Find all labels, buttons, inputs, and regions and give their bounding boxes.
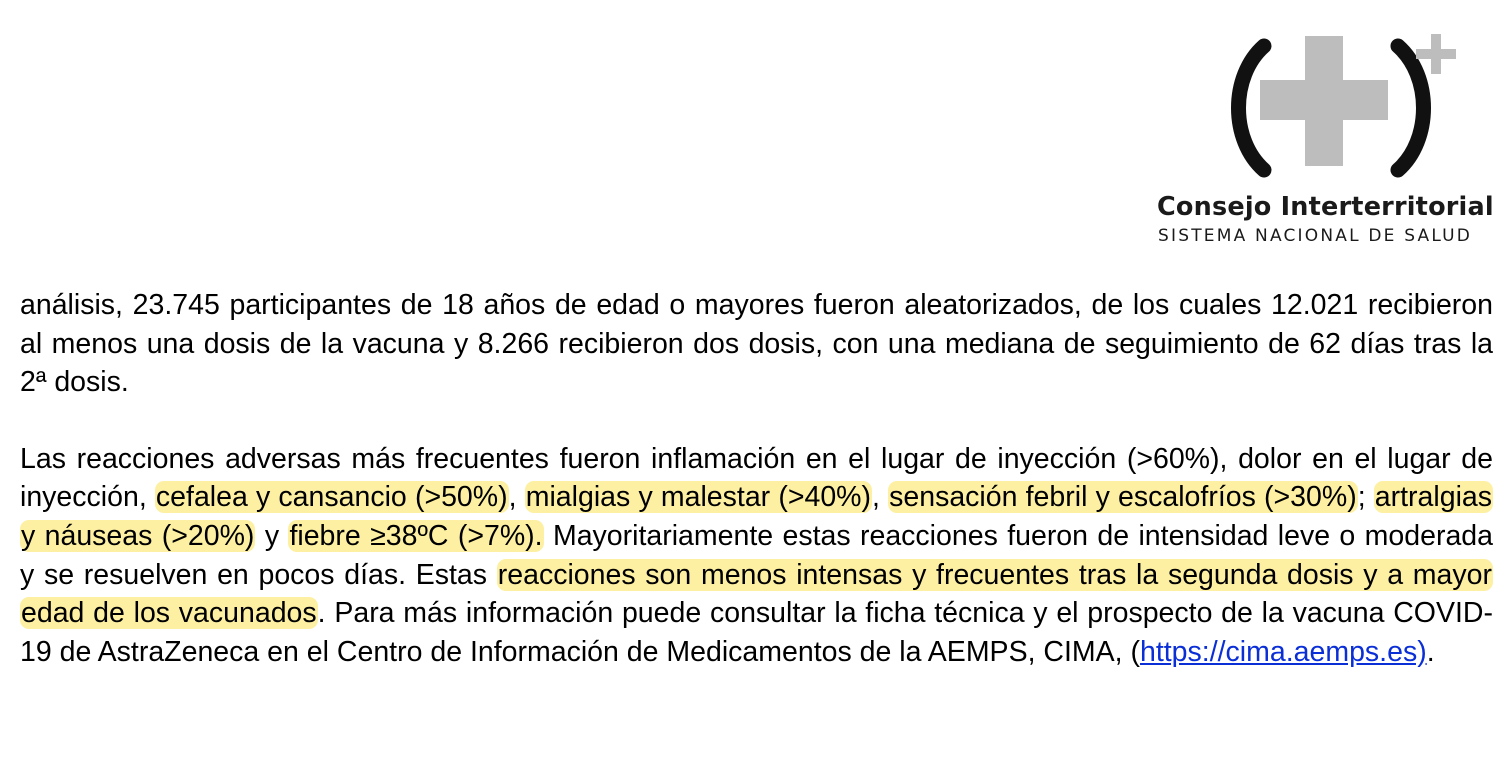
highlight-cefalea: cefalea y cansancio (>50%) [155,481,508,514]
logo-subtitle: SISTEMA NACIONAL DE SALUD [1158,226,1473,246]
text-segment: . [1426,635,1435,668]
text-segment: , [508,481,525,514]
text-segment: y [255,519,289,552]
consejo-interterritorial-logo [1150,28,1495,258]
document-body [20,286,1493,671]
text-segment: Mayoritariamente estas reacciones fueron de intensidad leve o moderada y se resuelven en pocos días. Estas [20,519,1493,591]
highlight-fiebre: fiebre ≥38ºC (>7%). [289,519,543,552]
highlight-second-dose: reacciones son menos intensas y frecuentes tras la segunda dosis y a mayor edad de los vacunados [21,558,1492,630]
highlight-sensacion-febril: sensación febril y escalofríos (>30%) [889,481,1357,514]
cross-in-parentheses-icon [1226,28,1456,188]
paragraph-study-participants: análisis, 23.745 participantes de 18 años de edad o mayores fueron aleatorizados, de los cuales 12.021 recibieron al menos una dosis de la vacuna y 8.266 recibieron dos dosis, con una mediana de seguimiento de 62 días tras la 2ª dosis. [20,289,1493,399]
paragraph-adverse-reactions [20,440,1493,672]
text-segment: . Para más información puede consultar la ficha técnica y el prospecto de la vacuna COVID-19 de AstraZeneca en el Centro de Información de Medicamentos de la AEMPS, CIMA, ( [20,597,1493,668]
text-segment: Las reacciones adversas más frecuentes fueron inflamación en el lugar de inyección (>60%), dolor en el lugar de inyección, [20,442,1493,514]
highlight-artralgias: artralgias y náuseas (>20%) [21,481,1493,552]
highlight-mialgias: mialgias y malestar (>40%) [525,481,872,514]
logo-title: Consejo Interterritorial [1157,192,1494,222]
cima-link[interactable]: https://cima.aemps.es) [1140,635,1427,668]
text-segment: , [872,481,889,514]
text-segment: ; [1357,481,1374,514]
